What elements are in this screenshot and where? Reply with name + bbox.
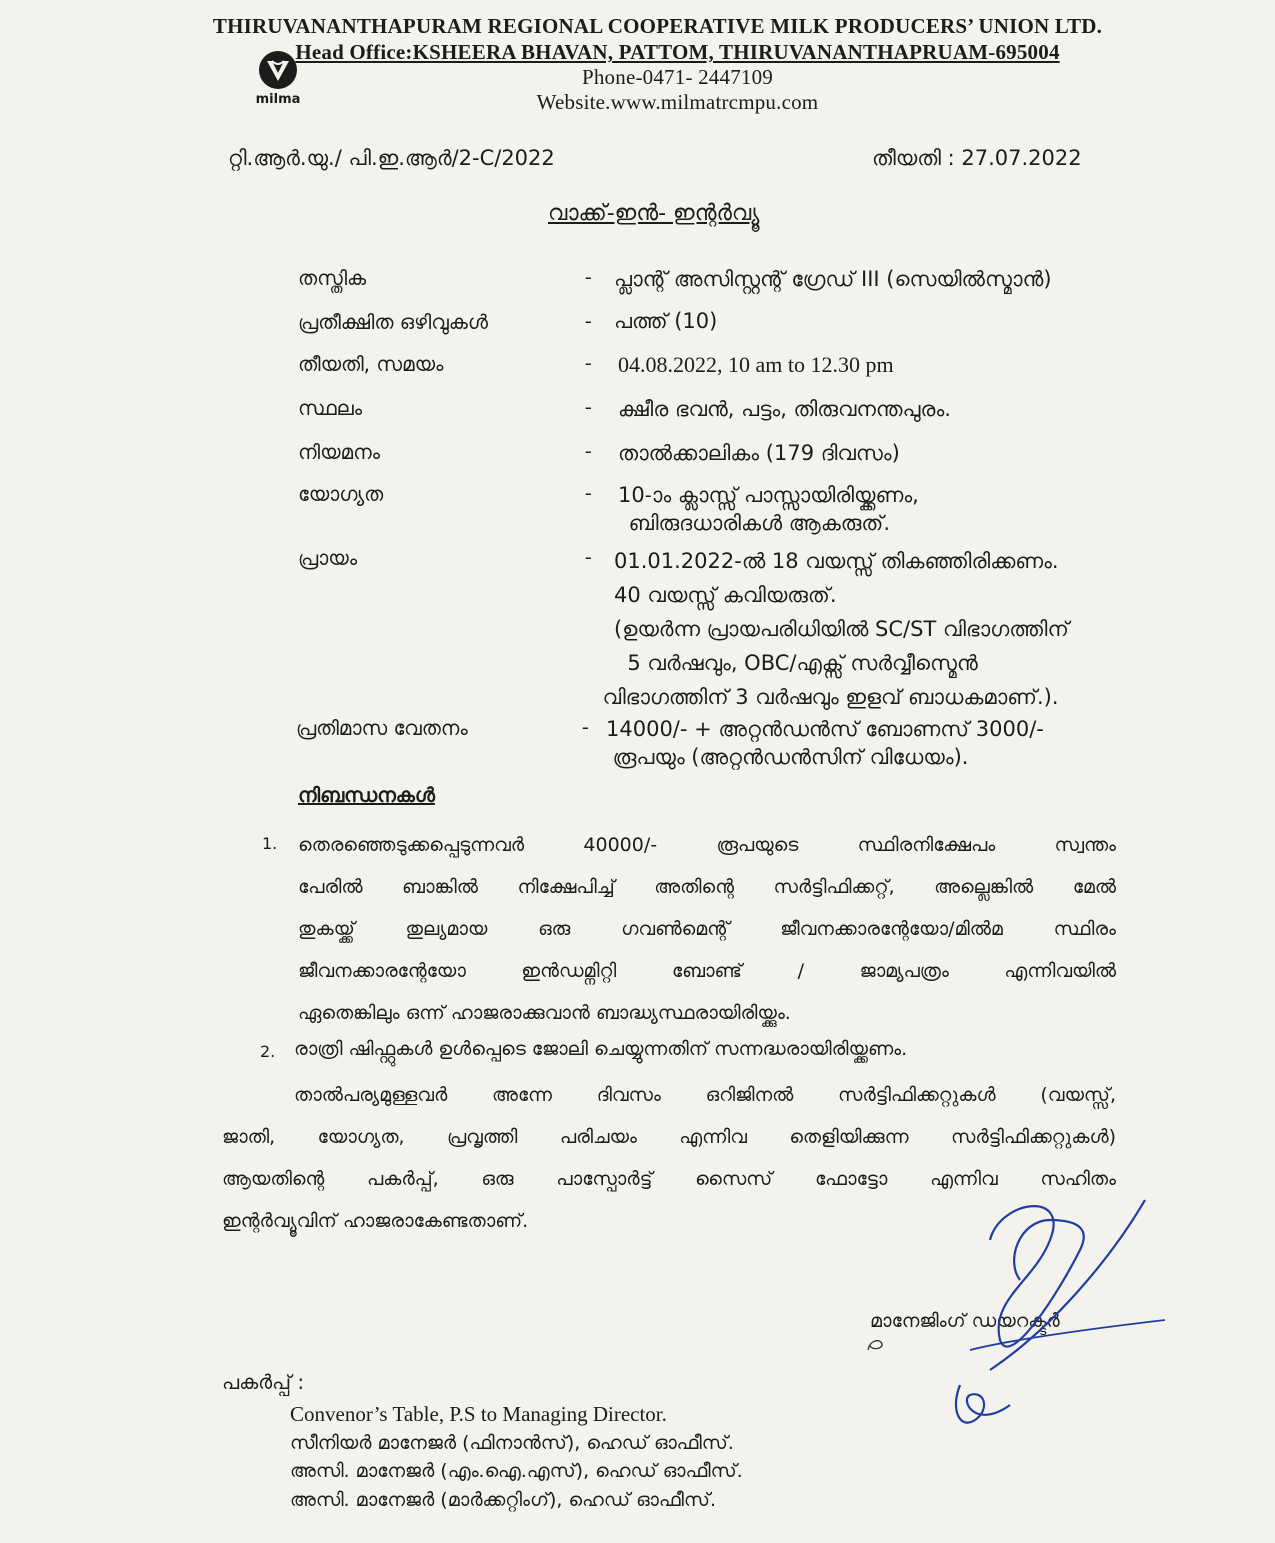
phone-number: Phone-0471- 2447109 [581, 65, 774, 89]
closing-line: ഇന്റർവ്യൂവിന് ഹാജരാകേണ്ടതാണ്. [222, 1210, 529, 1232]
detail-label-post: തസ്തിക [298, 266, 367, 290]
detail-value-age-5: വിഭാഗത്തിന് 3 വർഷവും ഇളവ് ബാധകമാണ്.). [596, 685, 1059, 709]
head-office-address: Head Office:KSHEERA BHAVAN, PATTOM, THIRUVANANTHAPRUAM-695004 [295, 40, 1060, 64]
copy-recipient: സീനിയർ മാനേജർ (ഫിനാൻസ്), ഹെഡ് ഓഫീസ്. [290, 1432, 734, 1454]
detail-value-vacancies: പത്ത് (10) [614, 309, 718, 333]
milma-logo [246, 50, 310, 107]
copy-recipient: അസി. മാനേജർ (മാർക്കറ്റിംഗ്), ഹെഡ് ഓഫീസ്. [290, 1489, 717, 1511]
detail-dash: - [582, 716, 589, 738]
detail-label-salary: പ്രതിമാസ വേതനം [296, 716, 468, 740]
copy-recipient: അസി. മാനേജർ (എം.ഐ.എസ്), ഹെഡ് ഓഫീസ്. [290, 1460, 743, 1482]
closing-line: ആയതിന്റെ പകർപ്പ്, ഒരു പാസ്പോർട്ട് സൈസ് ഫോട്ടോ എന്നിവ സഹിതം [222, 1168, 1116, 1190]
detail-value-salary-2: രൂപയും (അറ്റൻഡൻസിന് വിധേയം). [606, 745, 969, 769]
condition-2: രാത്രി ഷിഫ്റ്റുകൾ ഉൾപ്പെടെ ജോലി ചെയ്യുന്നതിന് സന്നദ്ധരായിരിയ്ക്കണം. [294, 1038, 908, 1060]
org-name: THIRUVANANTHAPURAM REGIONAL COOPERATIVE MILK PRODUCERS’ UNION LTD. [212, 14, 1103, 38]
handwritten-signature [930, 1180, 1170, 1440]
detail-value-appointment: താൽക്കാലികം (179 ദിവസം) [618, 441, 900, 465]
detail-dash: - [585, 352, 592, 374]
detail-label-vacancies: പ്രതീക്ഷിത ഒഴിവുകൾ [298, 310, 488, 334]
notice-title: വാക്ക്-ഇൻ- ഇന്റർവ്യൂ [548, 201, 760, 226]
detail-value-qualification-1: 10-ാം ക്ലാസ്സ് പാസ്സായിരിയ്ക്കണം, [618, 483, 919, 507]
condition-1-line: പേരിൽ ബാങ്കിൽ നിക്ഷേപിച്ച് അതിന്റെ സർട്ടിഫിക്കറ്റ്, അല്ലെങ്കിൽ മേൽ [298, 876, 1116, 898]
detail-dash: - [585, 266, 592, 288]
detail-value-qualification-2: ബിരുദധാരികൾ ആകരുത്. [622, 511, 891, 535]
detail-dash: - [585, 396, 592, 418]
logo-wordmark: milma [255, 92, 301, 107]
detail-value-venue: ക്ഷീര ഭവൻ, പട്ടം, തിരുവനന്തപുരം. [618, 397, 951, 421]
detail-value-date-time: 04.08.2022, 10 am to 12.30 pm [618, 352, 894, 377]
detail-value-age-3: (ഉയർന്ന പ്രായപരിധിയിൽ SC/ST വിഭാഗത്തിന് [614, 617, 1069, 641]
condition-1-line: ജീവനക്കാരന്റേയോ ഇൻഡമ്നിറ്റി ബോണ്ട് / ജാമ്യപത്രം എന്നിവയിൽ [298, 960, 1116, 982]
detail-dash: - [585, 440, 592, 462]
closing-line: താൽപര്യമുള്ളവർ അന്നേ ദിവസം ഒറിജിനൽ സർട്ടിഫിക്കറ്റുകൾ (വയസ്സ്, [294, 1084, 1116, 1106]
condition-number: 1. [262, 834, 278, 853]
milma-logo-icon [258, 50, 298, 90]
detail-value-age-2: 40 വയസ്സ് കവിയരുത്. [614, 583, 837, 607]
detail-dash: - [585, 310, 592, 332]
condition-number: 2. [260, 1042, 276, 1061]
letter-date: തീയതി : 27.07.2022 [872, 146, 1082, 170]
detail-value-age-1: 01.01.2022-ൽ 18 വയസ്സ് തികഞ്ഞിരിക്കണം. [614, 549, 1059, 573]
detail-label-venue: സ്ഥലം [298, 396, 363, 420]
initial-mark [866, 1336, 886, 1354]
detail-value-salary-1: 14000/- + അറ്റൻഡൻസ് ബോണസ് 3000/- [606, 717, 1044, 741]
copy-recipient: Convenor’s Table, P.S to Managing Director. [290, 1402, 667, 1426]
website: Website.www.milmatrcmpu.com [536, 90, 819, 114]
condition-1-line: തുകയ്ക്ക് തുല്യമായ ഒരു ഗവൺമെന്റ് ജീവനക്കാരന്റേയോ/മിൽമ സ്ഥിരം [298, 918, 1116, 940]
condition-1 [298, 824, 1116, 1034]
detail-dash: - [585, 482, 592, 504]
copy-label: പകർപ്പ് : [222, 1370, 305, 1394]
detail-dash: - [585, 546, 592, 568]
condition-1-line: ഏതെങ്കിലും ഒന്ന് ഹാജരാക്കുവാൻ ബാദ്ധ്യസ്ഥരായിരിയ്ക്കും. [298, 1002, 791, 1024]
detail-label-appointment: നിയമനം [298, 440, 381, 464]
detail-label-date-time: തീയതി, സമയം [298, 352, 444, 376]
closing-line: ജാതി, യോഗ്യത, പ്രവൃത്തി പരിചയം എന്നിവ തെളിയിക്കുന്ന സർട്ടിഫിക്കറ്റുകൾ) [222, 1126, 1116, 1148]
letterhead [0, 14, 1275, 115]
detail-label-age: പ്രായം [298, 546, 358, 570]
detail-label-qualification: യോഗ്യത [298, 482, 384, 506]
conditions-heading: നിബന്ധനകൾ [298, 783, 435, 807]
detail-value-age-4: 5 വർഷവും, OBC/എക്സ് സർവ്വീസ്മെൻ [614, 651, 978, 675]
signatory-title: മാനേജിംഗ് ഡയറക്ടർ [870, 1310, 1060, 1332]
reference-number: റ്റി.ആർ.യു./ പി.ഇ.ആർ/2-C/2022 [228, 146, 555, 170]
detail-value-post: പ്ലാന്റ് അസിസ്റ്റന്റ് ഗ്രേഡ് III (സെയിൽസ്മാൻ) [614, 267, 1052, 291]
condition-1-line: തെരഞ്ഞെടുക്കപ്പെടുന്നവർ 40000/- രൂപയുടെ സ്ഥിരനിക്ഷേപം സ്വന്തം [298, 834, 1116, 856]
